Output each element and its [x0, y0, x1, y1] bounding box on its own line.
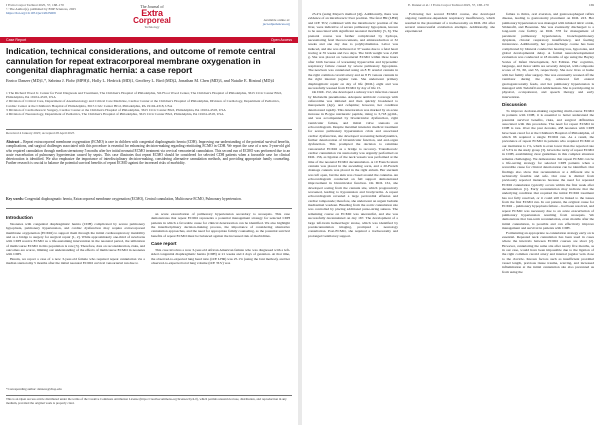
right-running-header: [308, 3, 594, 7]
case-paragraph-5: failure to thrive, oral aversion, and gastroesophageal reflux disease, leading to gastrostomy placement on DOL 223. Her pulmonary hypertension was managed with inhaled nitric oxide, Sildenafil, and Bosentan. She was eventually discharged to a long-term care facility on DOL 378 for management of persistent pulmonary hypertension, bronchopulmonary dysplasia, chronic respiratory insufficiency, and feeding intolerance. Additionally, her post-discharge course has been complicated by bilateral conductive hearing loss, hypotonia, and global developmental delay. A formal neurodevelopmental evaluation was conducted at 18 months of age using the Bayley Scales of Infant Development, 3rd Edition. Her cognitive, language, and motor skills are severely delayed, with composite scores of 55, 60, and 55, respectively. She now lives at home with her family after surgery. She was eventually weaned off the ventilator during the day, achieved full enteral gastrogastrostomy feeds, and her pulmonary hypertension is managed with Tadalafil and Ambrisentan. She is participating in physical, occupational, and speech therapy and early intervention.: [502, 12, 594, 99]
keywords-text: Congenital diaphragmatic hernia, Extracorporeal membrane oxygenation (ECMO), Central cannulation, Multicourse ECMO, Pulmonary hypertension.: [24, 197, 242, 201]
copyright-line: © The Author(s), published by EDP Sciences, 2025: [6, 7, 76, 11]
logo-corporeal-text: Corporeal: [133, 16, 171, 25]
abstract-label: Abstract –: [6, 140, 23, 144]
discussion-paragraph-2: Formulating an appropriate re-cannulation strategy early on is essential. Repeated neck cannulation has been used in cases where the intervals between ECMO courses are short [2]. However, cannulating the same site after nearly five months, as in our case, would have been impossible due to the ligation of the right common carotid artery and internal jugular vein close to the clavicle. Known factors such as insufficient proximal vessel length, previous tissue trauma, scarring, and increased inflammation at the initial cannulation site also prevented us from using the: [502, 230, 594, 274]
case-paragraph-3: On DOL 152, she developed a urinary tract infection caused by Klebsiella pneumoniae. Adequate antibiotic coverage with cefuroxime was initiated and then quickly broadened to meropenem (4gr), and cefepime; however, her condition deteriorated rapidly. This deterioration was marked by an acute increase in B-type natriuretic peptide, rising to 3,718 pg/mL, and was accompanied by biventricular dysfunction, right ventricular failure, and mitral valve stenosis on echocardiogram. Despite maximal intensive medical treatment for severe pulmonary hypertension crisis and associated cardiac dysfunction, she developed worsening hemodynamics, further deterioration of biventricular function, and end-organ dysfunction. This prompted the decision to reinitiate venoarterial ECMO as a bridge to recovery. Transthoracic cardiac cannulation via sternotomy was urgently performed on DOL 156, as ligation of the neck vessels was performed at the time of the neonatal ECMO decannulation. A 10 French return cannula was placed in the ascending aorta, and a 20-French drainage cannula was placed in the right atrium. Her sternum was left open, but the skin was closed around the cannulas. An echocardiogram conducted on full support demonstrated improvement in biventricular function. On DOL 161, she developed oozing from the cannula site, which progressively worsened, leading to hypotension and bradycardia. A repeat echocardiogram revealed a large pericardial effusion and cardiac tamponade; therefore, she underwent an urgent bedside mediastinal washout. Bleeding from the aortic cannulation site was controlled by placing additional purse-string sutures. The remaining course on ECMO was uneventful, and she was successfully decannulated on day 167. The development of a large left-brain hemorrhagic stroke, which was identified by postdecannulation imaging, prompted a neurology consultation. Post-ECMO, she required a tracheostomy and prolonged ventilatory support.: [308, 90, 398, 238]
right-page: [302, 0, 600, 425]
journal-website-link[interactable]: ject.edpsciences.org: [262, 22, 290, 26]
license-note: This is an Open Access article distributed under the terms of the Creative Commons Attribution License (https://creativecommons.org/licenses/by/4.0), which permits unrestricted use, distribution, and reproduction in any medium, provided the original work is properly cited.: [6, 397, 287, 405]
case-paragraph-4: Following her second ECMO course, she developed ongoing ventilator-dependent respiratory insufficiency, which resulted in the placement of a tracheostomy on DOL 261 after several unsuccessful extubation attempts. Additionally, she experienced: [405, 12, 495, 34]
keywords-label: Key words:: [6, 197, 24, 201]
open-access-label: Open Access: [270, 38, 292, 42]
case-paragraph-2: 25.4% (using Meyer's method [4]). Additionally, there was evidence of an intrathoracic liver position. The fetal HR (LHR) and O/E TLV, combined with the intrathoracic position of the liver, were indicative of severe pulmonary hypoplasia, known to be associated with significant neonatal morbidity [5, 6]. The prenatal course was further complicated by hydrops, necessitating fetal thoracocentesis, and amnioreduction at 32 weeks and one day due to polyhydramnios. Labor was induced, and she was delivered at 37 weeks due to a fetal heart tracing at 35 weeks and two days. The birth weight was 2,190 g. She was placed on venoarterial ECMO within three hours after birth because of worsening hypercarbia and hypoxemic respiratory failure caused by severe pulmonary hypoplasia. The newborn was cannulated using an 8 Fr arterial cannula in the right common carotid artery and an 8 Fr venous cannula in the right internal jugular vein. She underwent primary diaphragmatic repair on day of life (DOL) eight and was successfully weaned from ECMO by day of life 15.: [308, 12, 398, 90]
affiliation-3: 3 Division of Cardiothoracic Surgery, Cardiac Center at the Children's Hospital of Philadelphia, 3615 Civic Center Blvd, Philadelphia, PA 19104-4318, USA: [6, 107, 226, 112]
left-page: [0, 0, 298, 425]
abstract-text: Repeat extracorporeal membrane oxygenation (ECMO) is rare in children with congenital diaphragmatic hernia (CDH). Improving our understanding of the potential survival benefits, complications, and surgical challenges associated with this procedure is essential for enhancing decision-making regarding reinitiating ECMO in CDH. We report the case of a now 3-year-old girl who required cannulation through median sternotomy 5 months after her initial neonatal ECMO treatment via cervical venoarterial cannulation. This second run of ECMO was performed due to an acute exacerbation of pulmonary hypertension caused by sepsis. This case illustrates that repeat ECMO should be considered for selected CDH patients when a favorable case for clinical deterioration is identified. We also emphasize the importance of interdisciplinary decision-making, considering alternative cannulation methods, and providing appropriate family counseling. Further research is crucial to balance the potential survival benefits of repeat ECMO against the increased risks of morbidity.: [6, 140, 290, 166]
affiliation-2: 2 Division of Critical Care, Department of Anesthesiology and Critical Care Medicine, Cardiac Center at the Children's Hospital of Philadelphia, Division of Cardiology, Department of Pediatrics, Cardiac Center at the Children's Hospital of Philadelphia, 3615 Civic Center Blvd, Philadelphia, PA 19104-4318, USA: [6, 99, 280, 108]
logo-the-text: The Journal of: [140, 4, 164, 9]
introduction-heading: Introduction: [6, 215, 33, 220]
case-paragraph-1: This case involves a now 3-year-old African American female who was diagnosed with a left-sided congenital diaphragmatic hernia (CDH) at 21 weeks and 2 days of gestation. At that time, the observed-to-expected lung head ratio (O/E LHR) was 25.1% (using the Jani method), and her observed-to-expected total lung volume (O/E TLV) was: [151, 248, 290, 266]
logo-extra-text: Extra: [141, 8, 163, 18]
affiliation-1: 1 The Richard Wood Jr. Center for Fetal Diagnosis and Treatment, The Children's Hospital of Philadelphia, 5th Floor Wood Center, The Children's Hospital of Philadelphia, 3615 Civic Center Blvd, Philadelphia, PA 19104-4318, USA: [6, 91, 283, 100]
abstract: [6, 140, 290, 166]
discussion-heading: Discussion: [502, 101, 527, 107]
right-column-3: [502, 12, 594, 422]
affiliations: [6, 91, 290, 116]
article-type-label: Case Report: [6, 38, 27, 42]
article-title: Indication, technical considerations, and outcome of remote central cannulation for repeat extracorporeal membrane oxygenation in congenital diaphragmatic hernia: a case report: [6, 46, 276, 76]
doi-link[interactable]: https://doi.org/10.1051/ject/2025009: [6, 11, 56, 15]
right-column-1: [308, 12, 398, 422]
page-number: 169: [588, 3, 594, 7]
author-list: Enrico Danzer (MD)1,*, Sabrina J. Flohr (MPH)1, Holly L. Hedrick (MD)1, Geoffrey L. Bird (MD)2, Jonathan M. Chen (MD)3, and Natalie E. Rintoul (MD)4: [6, 78, 274, 83]
intro-paragraph-3: an acute exacerbation of pulmonary hypertension secondary to urosepsis. This case demonstrates that repeat ECMO represents a potential management strategy for selected CDH patients in which a favorable cause for clinical deterioration can be identified. We also highlight the interdisciplinary decision-making process, the importance of considering alternative cannulation approaches, and the need for appropriate family counseling, as the potential survival benefits of repeat ECMO must be balanced against the increased risk of morbidities.: [151, 212, 290, 238]
intro-paragraph-2: Herein, we report a case of a now 3-year-old female who required repeat cannulation via a median sternotomy 5 months after the initial neonatal ECMO cervical venoarterial run due to: [6, 256, 145, 266]
article-type-banner: [0, 37, 298, 43]
available-label: Available online at:: [263, 18, 290, 22]
divider-keywords: [6, 208, 292, 209]
discussion-paragraph-1: To improve decision-making regarding multi-course ECMO in patients with CDH, it is essential to better understand the potential survival benefits, risks, and surgical difficulties associated with this procedure. The need for repeat ECMO in CDH is rare. Over the past decades, 438 neonates with CDH have been cared for at the Children's Hospital of Philadelphia, of which 96 required a single ECMO run. As a result, the prevalence of repeat ECMO in patients who required ECMO at our institution is 1%, which is even lower than the reported rate of 5.3% in the study group [3]. Given the rarity of repeat ECMO in CDH, establishing clear guidelines in this complex situation remains challenging. We demonstrate that repeat ECMO can be a life-saving strategy for selected CDH patients when a reversible cause for clinical deterioration can be identified. Our findings also show that recannulation at a different site is technically feasible and safe. Our case is distinct from previously reported instances because the need for repeated ECMO cannulation typically occurs within the first week after decannulation [1]. Early recannulation may indicate that the underlying condition that required the initial ECMO treatment has not fully resolved, or it could still be linked to the issues from the first ECMO run. In our patient, the original cause for ECMO – pulmonary hypoplasia failure – had been resolved, and repeat ECMO was necessary due to an acute exacerbation of pulmonary hypertension resulting from urosepsis. We demonstrate that late-term recannulation, even months after the initial cannulation, is possible and can effectively improve management and survival in patients with CDH.: [502, 108, 594, 231]
running-header-citation: E. Danzer et al.: J Extra Corpor Technol 2025, 57, 168–170: [408, 3, 489, 7]
divider-footer: [6, 395, 292, 396]
journal-reference: J Extra Corpor Technol 2025, 57, 168–170: [6, 3, 64, 7]
logo-technology-text: Technology: [144, 25, 160, 29]
received-dates: Received 4 January 2025; Accepted 28 April 2025: [6, 131, 75, 135]
left-column-2: [151, 212, 290, 384]
availability-note: [263, 18, 290, 26]
affiliation-4: 4 Division of Neonatology, Department of Pediatrics, The Children's Hospital of Philadelphia, 3615 Civic Center Blvd, Philadelphia, PA 19104-4318, USA: [6, 112, 224, 117]
keywords: [6, 197, 290, 201]
journal-logo: [122, 4, 182, 29]
case-report-heading: Case report: [151, 241, 177, 247]
right-column-2: [405, 12, 495, 422]
intro-paragraph-1: Neonates with congenital diaphragmatic hernia (CDH) complicated by severe pulmonary hypoplasia, pulmonary hypertension, and cardiac dysfunction may require extracorporeal membrane oxygenation (ECMO) to support them through the initial cardiorespiratory instability and as a bridge to surgery for surgical repair [1, 2]. While approximately one-third of newborns with CDH receive ECMO as a life-sustaining intervention in the neonatal period, the utilization of multicourse ECMO in this population is rare [3]. Therefore, data on reconsideration, risks, and outcomes are scarce, limiting our understanding of the effects of multicourse ECMO in neonates with CDH.: [6, 222, 145, 257]
corresponding-author: *Corresponding author: danzere@chop.edu: [6, 387, 62, 391]
divider-top: [6, 129, 292, 130]
left-column-1: [6, 212, 145, 384]
